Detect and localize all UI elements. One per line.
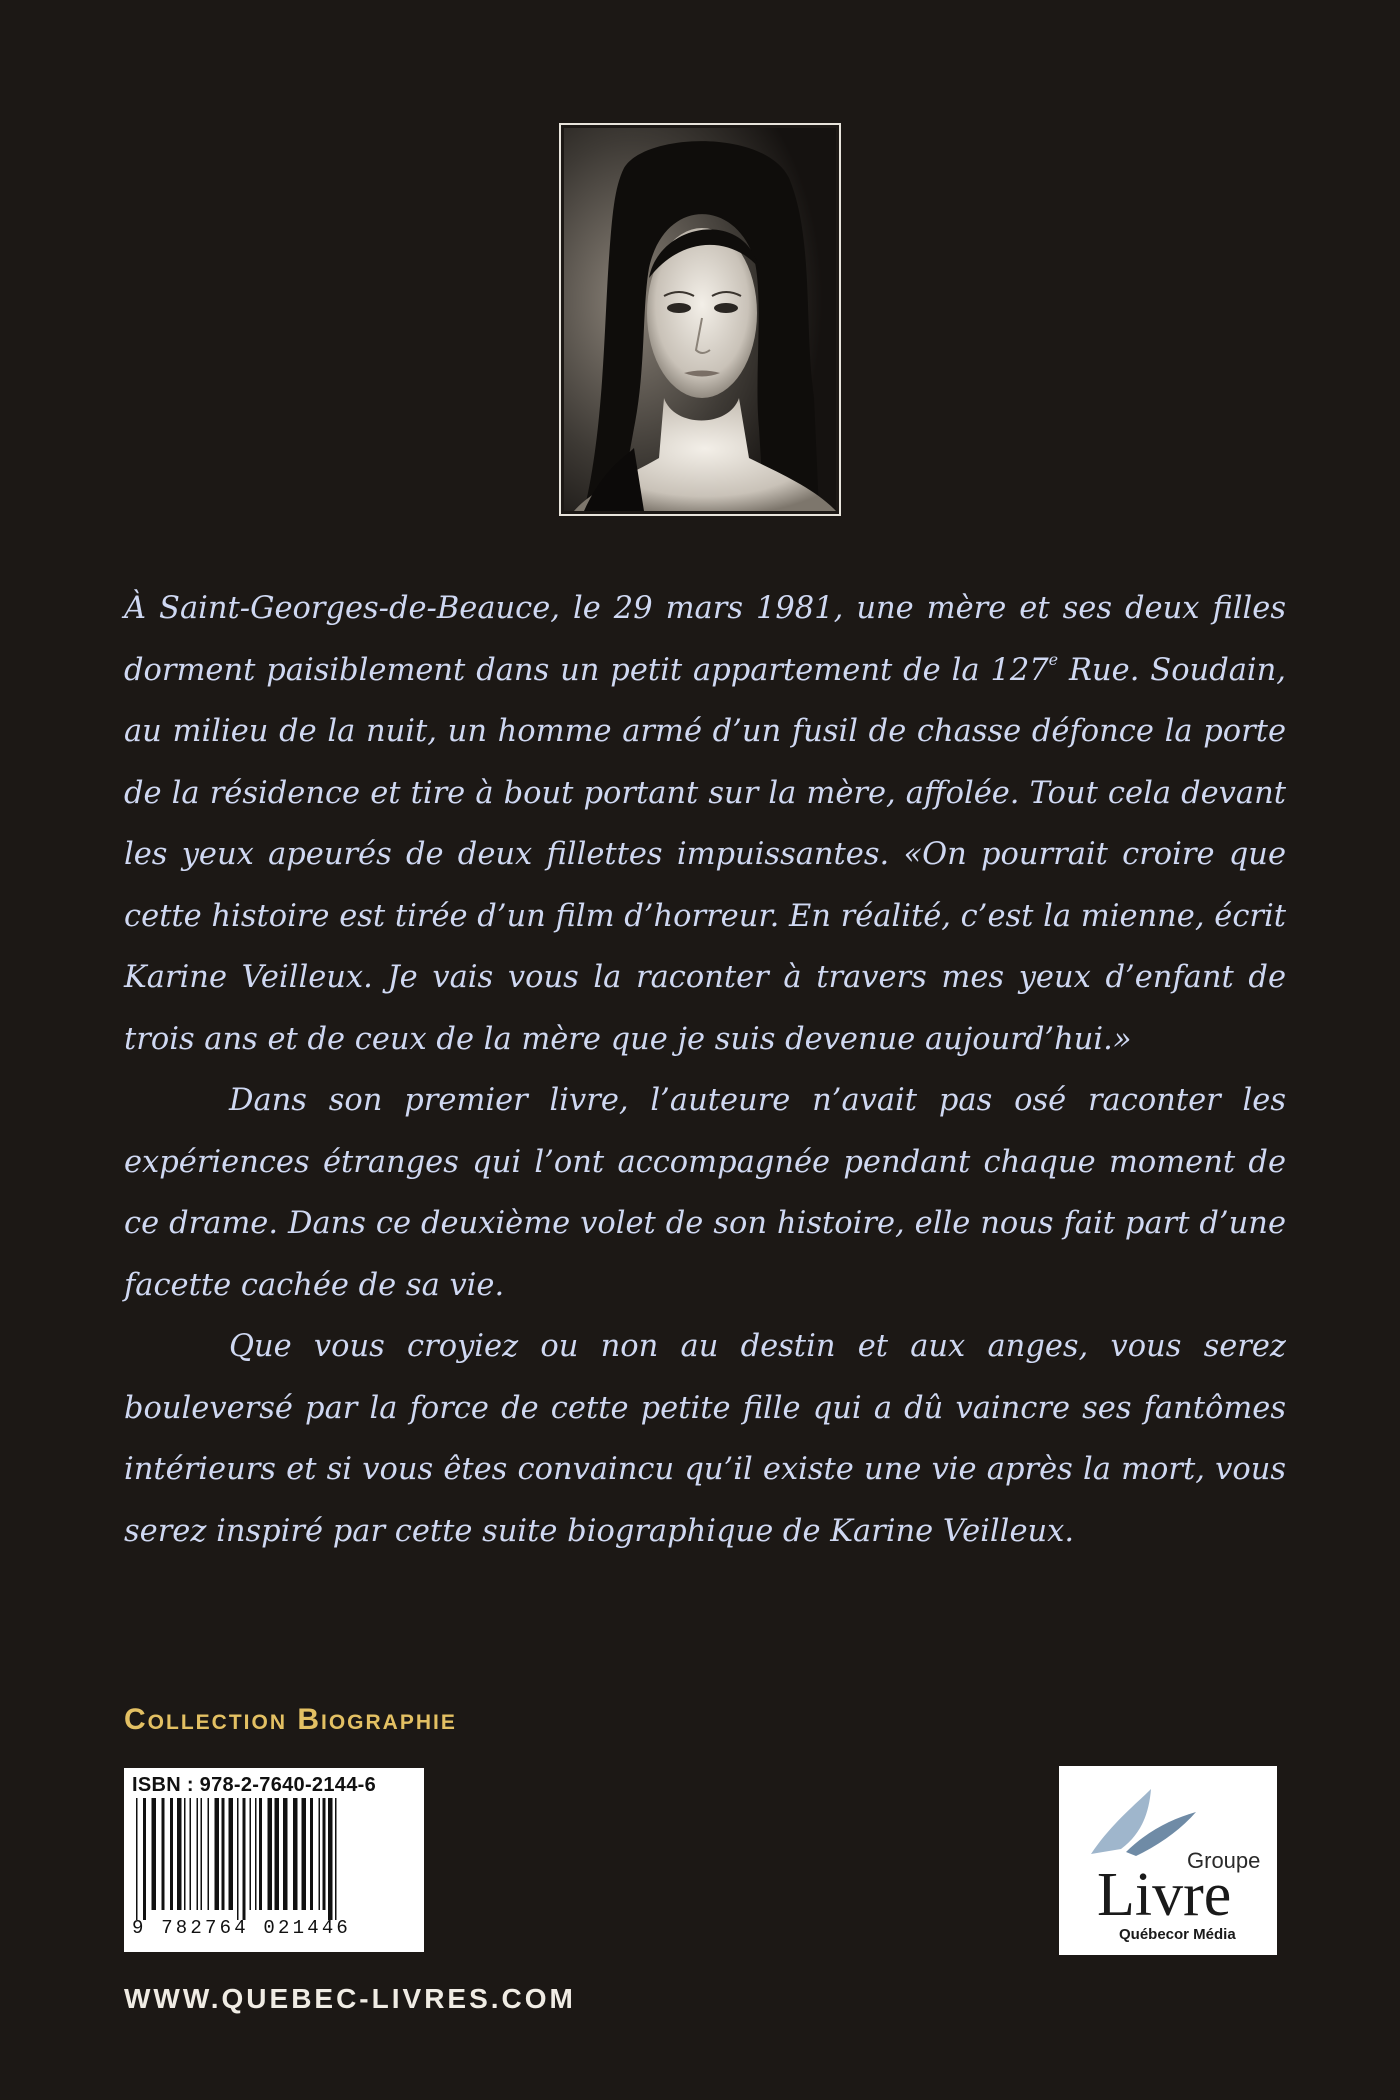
logo-subtitle: Québecor Média <box>1119 1926 1236 1943</box>
barcode-bar <box>222 1798 225 1910</box>
barcode-bar <box>152 1798 157 1910</box>
blurb-p1-text: À Saint-Georges-de-Beauce, le 29 mars 1981, une mère et ses deux filles dorment paisiblement dans un petit appartement de la 127 <box>124 591 1286 688</box>
isbn-label: ISBN : 978-2-7640-2144-6 <box>132 1774 376 1796</box>
barcode-bar <box>201 1798 203 1910</box>
barcode-bar <box>177 1798 182 1910</box>
back-cover-blurb <box>124 578 1286 1562</box>
barcode-bars <box>132 1798 416 1920</box>
barcode-bar <box>162 1798 165 1910</box>
barcode-bar <box>215 1798 220 1910</box>
barcode-bar <box>275 1798 280 1910</box>
barcode-bar <box>229 1798 234 1910</box>
barcode-bar <box>293 1798 298 1910</box>
barcode-bar <box>310 1798 313 1910</box>
barcode-digits: 9 782764 021446 <box>132 1917 352 1939</box>
barcode-bar <box>259 1798 262 1910</box>
barcode-bar <box>184 1798 186 1910</box>
barcode-bar <box>328 1798 333 1920</box>
barcode-bar <box>243 1798 246 1920</box>
blurb-paragraph-3: Que vous croyiez ou non au destin et aux anges, vous serez bouleversé par la force de cette petite fille qui a dû vaincre ses fantômes intérieurs et si vous êtes convaincu qu’il existe une vie après la mort, vous serez inspiré par cette suite biographique de Karine Veilleux. <box>124 1329 1286 1549</box>
barcode-bar <box>190 1798 192 1910</box>
barcode-bar <box>323 1798 326 1910</box>
barcode-bar <box>268 1798 273 1910</box>
blurb-paragraph-2: Dans son premier livre, l’auteure n’avait pas osé raconter les expériences étranges qui l’ont accompagnée pendant chaque moment de ce drame. Dans ce deuxième volet de son histoire, elle nous fait part d’une facette cachée de sa vie. <box>124 1083 1286 1303</box>
bird-icon <box>1081 1784 1201 1864</box>
logo-groupe: Groupe <box>1187 1848 1261 1873</box>
author-photo <box>559 123 841 516</box>
barcode-bar <box>302 1798 307 1910</box>
portrait-image <box>564 128 836 511</box>
logo-livre: Livre <box>1097 1861 1232 1929</box>
blurb-p1-text-cont: Rue. Soudain, au milieu de la nuit, un homme armé d’un fusil de chasse défonce la porte de la résidence et tire à bout portant sur la mère, affolée. Tout cela devant les yeux apeurés de deux fillettes impuissantes. «On pourrait croire que cette histoire est tirée d’un film d’horreur. En réalité, c’est la mienne, écrit Karine Veilleux. Je vais vous la raconter à travers mes yeux d’enfant de trois ans et de ceux de la mère que je suis devenue aujourd’hui.» <box>124 652 1287 1057</box>
website-url: WWW.QUEBEC-LIVRES.COM <box>124 1983 576 2014</box>
publisher-logo <box>1059 1766 1277 1955</box>
barcode-bar <box>255 1798 257 1910</box>
barcode-bar <box>197 1798 199 1910</box>
barcode-bar <box>143 1798 146 1920</box>
blurb-p1-superscript: e <box>1048 649 1059 669</box>
barcode-bar <box>319 1798 321 1910</box>
barcode-bar <box>283 1798 288 1910</box>
barcode-bar <box>208 1798 210 1910</box>
collection-title: Collection Biographie <box>124 1703 457 1736</box>
barcode-bar <box>136 1798 138 1920</box>
barcode-bar <box>170 1798 173 1910</box>
isbn-barcode <box>124 1768 424 1952</box>
barcode-bar <box>335 1798 337 1920</box>
barcode-bar <box>250 1798 252 1910</box>
barcode-bar <box>237 1798 239 1920</box>
blurb-paragraph-1 <box>124 578 1286 1070</box>
